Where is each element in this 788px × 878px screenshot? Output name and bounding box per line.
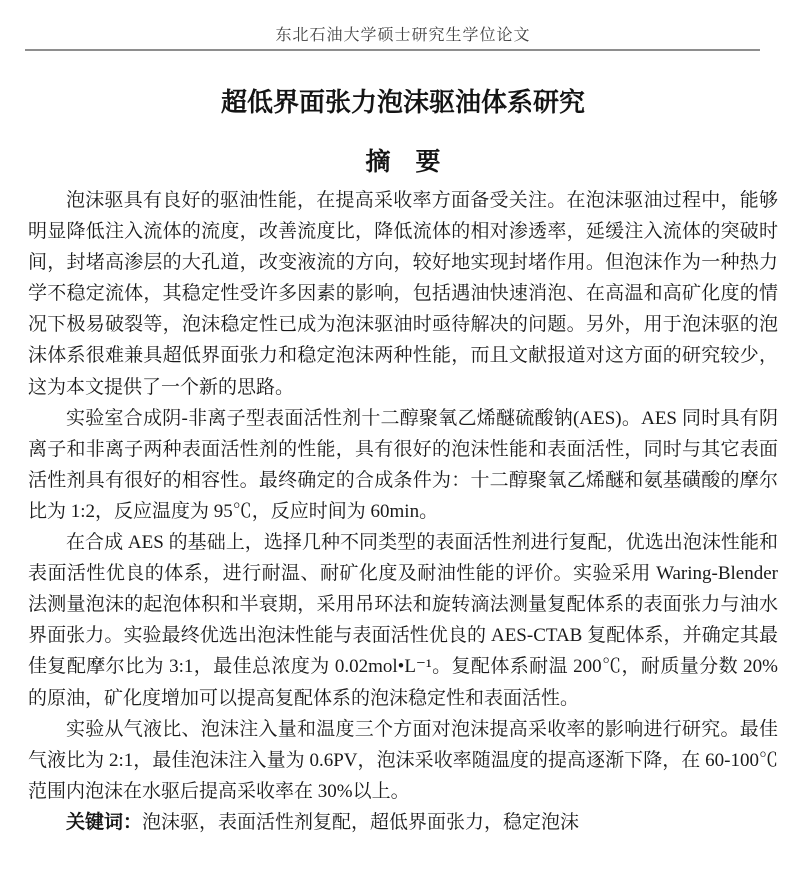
abstract-content: [28, 185, 778, 838]
header-rule-divider: [25, 49, 760, 51]
abstract-paragraph-3: 在合成 AES 的基础上，选择几种不同类型的表面活性剂进行复配，优选出泡沫性能和表面活性优良的体系，进行耐温、耐矿化度及耐油性能的评价。实验采用 Waring-Blender 法测量泡沫的起泡体积和半衰期，采用吊环法和旋转滴法测量复配体系的表面张力与油水界面张力。实验最终优选出泡沫性能与表面活性优良的 AES-CTAB 复配体系，并确定其最佳复配摩尔比为 3:1，最佳总浓度为 0.02mol•L⁻¹。复配体系耐温 200℃，耐质量分数 20%的原油，矿化度增加可以提高复配体系的泡沫稳定性和表面活性。: [28, 532, 778, 709]
header-running-title: 东北石油大学硕士研究生学位论文: [275, 27, 531, 44]
keywords-text: 泡沫驱，表面活性剂复配，超低界面张力，稳定泡沫: [142, 811, 580, 833]
thesis-title: 超低界面张力泡沫驱油体系研究: [220, 87, 585, 117]
abstract-paragraph-4: 实验从气液比、泡沫注入量和温度三个方面对泡沫提高采收率的影响进行研究。最佳气液比为 2:1，最佳泡沫注入量为 0.6PV，泡沫采收率随温度的提高逐渐下降，在 60-100℃范围内泡沫在水驱后提高采收率在 30%以上。: [28, 718, 778, 802]
abstract-paragraph-2: 实验室合成阴-非离子型表面活性剂十二醇聚氧乙烯醚硫酸钠(AES)。AES 同时具有阴离子和非离子两种表面活性剂的性能，具有很好的泡沫性能和表面活性，同时与其它表面活性剂具有很好的相容性。最终确定的合成条件为：十二醇聚氧乙烯醚和氨基磺酸的摩尔比为 1:2，反应温度为 95℃，反应时间为 60min。: [28, 407, 778, 522]
keywords-line: [28, 807, 778, 838]
abstract-heading: 摘 要: [365, 148, 441, 176]
page-header: [28, 0, 778, 51]
keywords-label: 关键词：: [66, 811, 143, 833]
abstract-paragraph-1: 泡沫驱具有良好的驱油性能，在提高采收率方面备受关注。在泡沫驱油过程中，能够明显降低注入流体的流度，改善流度比，降低流体的相对渗透率，延缓注入流体的突破时间，封堵高渗层的大孔道，改变液流的方向，较好地实现封堵作用。但泡沫作为一种热力学不稳定流体，其稳定性受许多因素的影响，包括遇油快速消泡、在高温和高矿化度的情况下极易破裂等，泡沫稳定性已成为泡沫驱油时亟待解决的问题。另外，用于泡沫驱的泡沫体系很难兼具超低界面张力和稳定泡沫两种性能，而且文献报道对这方面的研究较少，这为本文提供了一个新的思路。: [28, 190, 778, 398]
